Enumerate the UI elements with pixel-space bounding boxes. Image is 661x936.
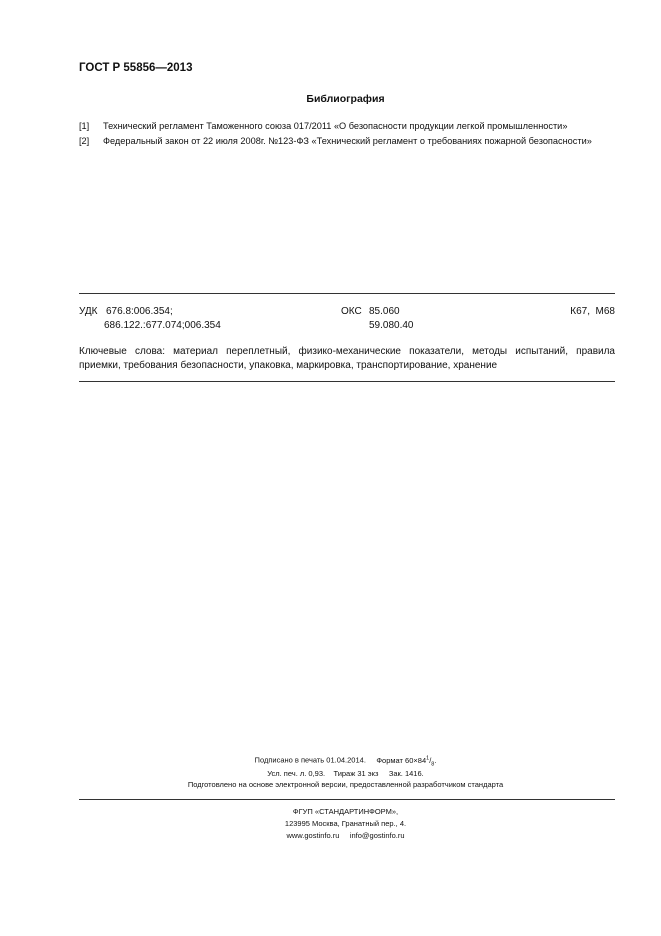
bibliography-item-text: Технический регламент Таможенного союза 017/2011 «О безопасности продукции легкой промышленности» — [103, 121, 568, 131]
bibliography-item-text: Федеральный закон от 22 июля 2008г. №123-ФЗ «Технический регламент о требованиях пожарной безопасности» — [103, 136, 592, 146]
prepared-note: Подготовлено на основе электронной версии, предоставленной разработчиком стандарта — [187, 780, 504, 789]
udk-code-1: 676.8:006.354; — [106, 306, 173, 317]
signed-for-print: Подписано в печать 01.04.2014. — [254, 755, 366, 765]
publisher-website-link[interactable]: www.gostinfo.ru — [286, 831, 340, 840]
oks-label: ОКС — [341, 306, 362, 317]
keywords: Ключевые слова: материал переплетный, физико-механические показатели, методы испытаний, правила приемки, требования безопасности, упаковка, маркировка, транспортирование, хранение — [79, 346, 615, 371]
bibliography-item-1 — [79, 120, 615, 133]
udk-code-2: 686.122.:677.074;006.354 — [104, 320, 221, 331]
publisher-contacts — [0, 830, 661, 842]
bibliography-item-number: [2] — [79, 136, 90, 146]
okp-codes: К67, М68 — [570, 306, 615, 317]
order-number: Зак. 1416. — [388, 769, 424, 778]
bibliography-item-number: [1] — [79, 121, 90, 131]
publisher-email-link[interactable]: info@gostinfo.ru — [349, 831, 405, 840]
print-sheets: Усл. печ. л. 0,93. — [267, 769, 326, 778]
oks-code-2: 59.080.40 — [369, 320, 414, 331]
paper-format: Формат $60\times 84^1/_8$. — [376, 755, 437, 767]
classification-top-rule — [79, 293, 615, 294]
print-run: Тираж 31 экз — [333, 769, 379, 778]
oks-code-1: 85.060 — [369, 306, 400, 317]
udk-label: УДК — [79, 306, 98, 317]
bibliography-item-2 — [79, 135, 615, 148]
bibliography-title: Библиография — [306, 93, 385, 105]
keywords-bottom-rule — [79, 381, 615, 382]
standard-number: ГОСТ Р 55856—2013 — [79, 62, 193, 74]
publisher-top-rule — [79, 799, 615, 800]
publisher-address: 123995 Москва, Гранатный пер., 4. — [284, 819, 407, 828]
publisher-name: ФГУП «СТАНДАРТИНФОРМ», — [292, 807, 399, 816]
